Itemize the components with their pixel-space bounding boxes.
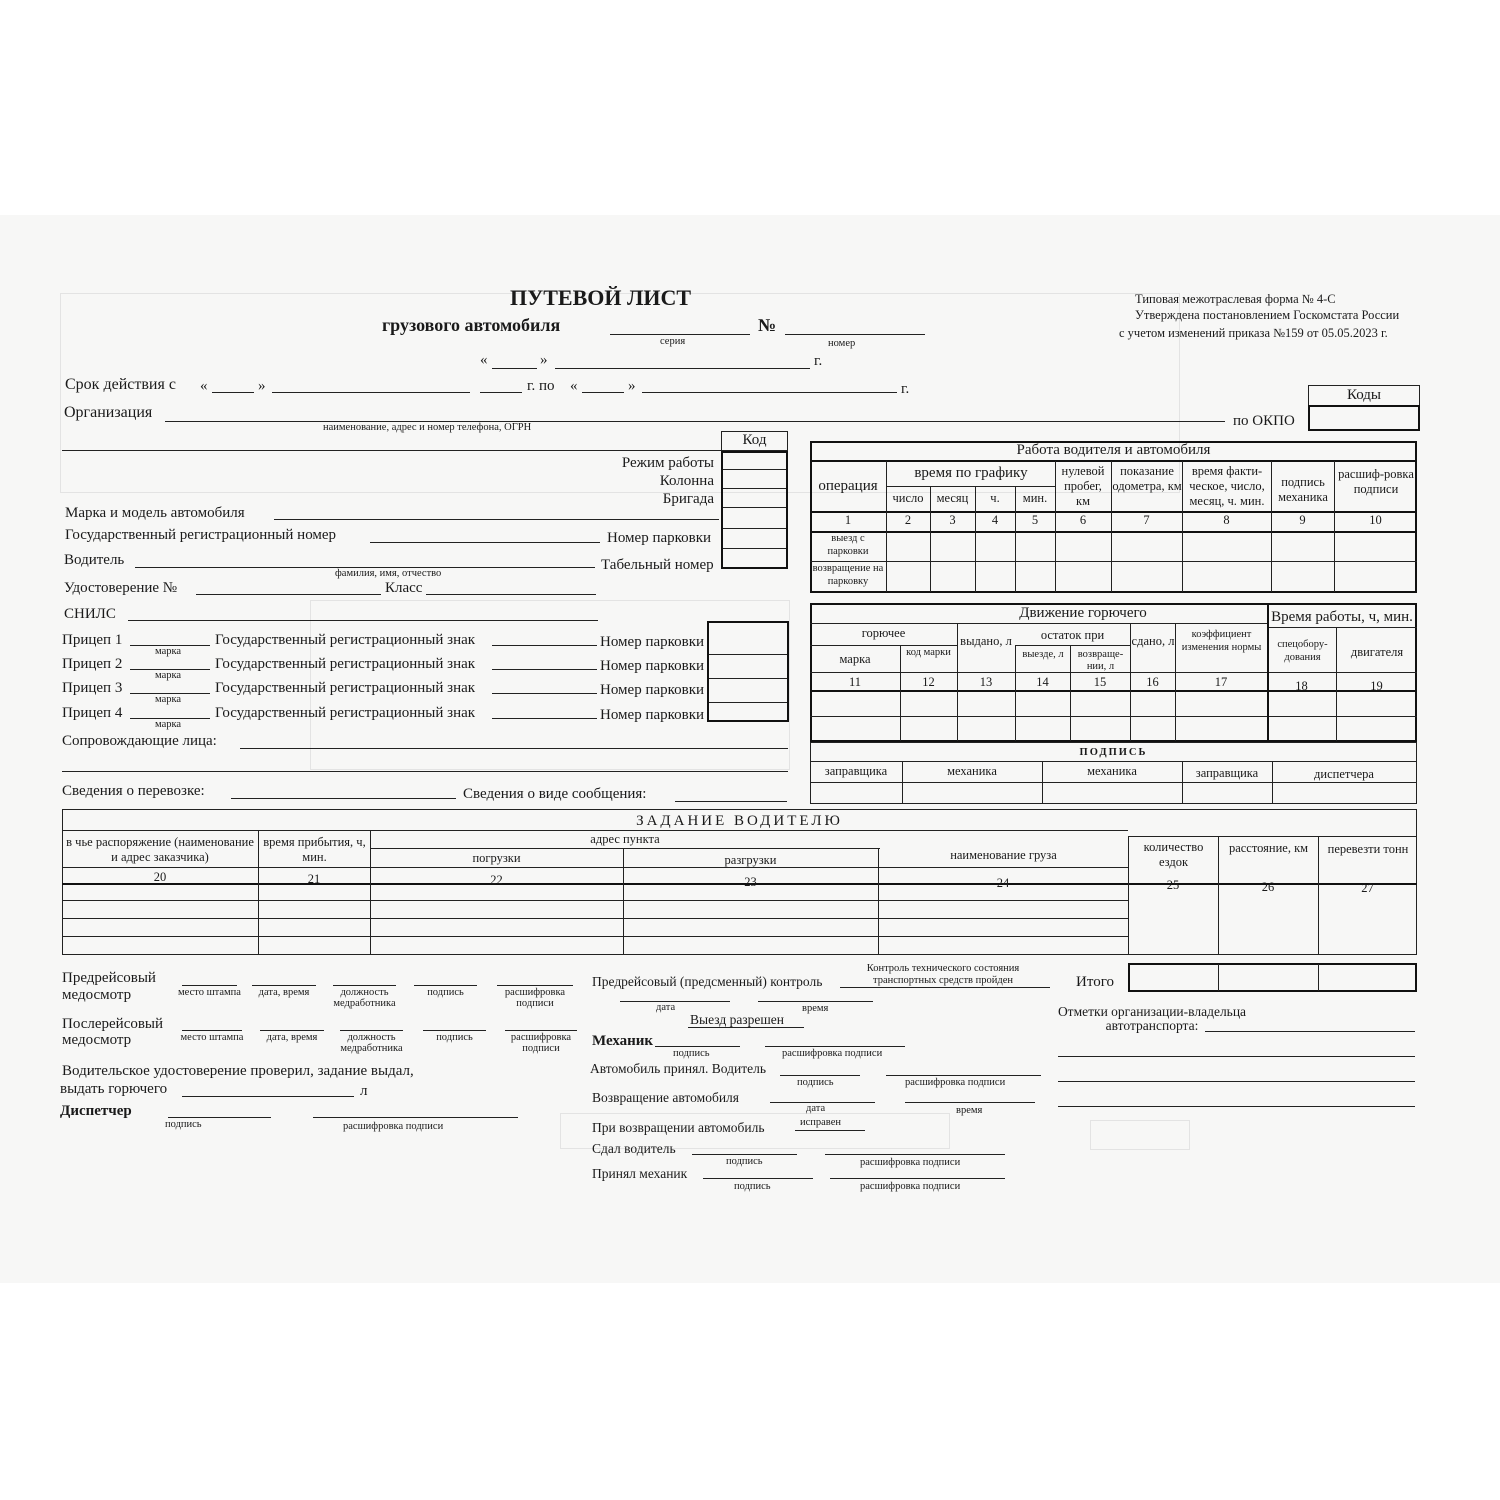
tech-control-caption: Контроль технического состояния транспортных средств пройден (866, 963, 1020, 986)
medcheck-caption: должность медработника (333, 987, 396, 1009)
grid-line (62, 936, 1128, 937)
grid-line (810, 460, 1417, 462)
minute-header: мин. (1022, 491, 1048, 505)
trailer-reg-field[interactable] (492, 718, 597, 719)
worktime-header: Время работы, ч, мин. (1271, 609, 1413, 625)
grid-line (810, 716, 1417, 717)
trailer-mark-caption: марка (155, 646, 182, 657)
class-field[interactable] (426, 594, 596, 595)
grid-line (810, 531, 1417, 533)
trailer-label: Прицеп 2 (62, 656, 123, 672)
schedule-header: время по графику (914, 465, 1028, 481)
work-col-number: 7 (1143, 513, 1150, 527)
medcheck-field[interactable] (182, 985, 237, 986)
quote-open: « (480, 352, 488, 368)
special-header: спецобору-дования (1277, 639, 1328, 663)
signature-title: ПОДПИСЬ (1079, 747, 1148, 758)
serviceable-field[interactable] (795, 1130, 865, 1131)
return-date-caption: дата (806, 1103, 826, 1114)
trailer-reg-field[interactable] (492, 669, 597, 670)
work-title: Работа водителя и автомобиля (1016, 442, 1211, 458)
series-caption: серия (660, 336, 686, 347)
grid-line (1218, 964, 1219, 991)
medcheck-caption: место штампа (180, 1032, 244, 1043)
trailer-label: Прицеп 4 (62, 705, 123, 721)
work-col-number: 4 (991, 513, 999, 527)
fuel-col-number: 15 (1093, 675, 1107, 689)
grid-line (62, 867, 1128, 868)
license-field[interactable] (196, 594, 381, 595)
fuel-code-header: код марки (906, 647, 951, 658)
code-row-line (723, 469, 786, 470)
medcheck-caption: подпись (436, 1032, 473, 1043)
trailer-mark-caption: марка (155, 719, 182, 730)
issued-header: выдано, л (960, 634, 1012, 648)
mechanic-sign-field[interactable] (655, 1046, 740, 1047)
autotransport-label: автотранспорта: (1105, 1018, 1199, 1033)
owner-marks-field[interactable] (1205, 1031, 1415, 1032)
driver-decode-caption: расшифровка подписи (905, 1077, 1006, 1088)
license-check-label: Водительское удостоверение проверил, задание выдал, (62, 1063, 414, 1079)
page-subtitle: грузового автомобиля (382, 315, 561, 335)
work-col-number: 10 (1369, 513, 1382, 527)
grid-line (370, 848, 880, 849)
zero-mileage-header: нулевой пробег, км (1061, 464, 1105, 508)
odometer-header: показание одометра, км (1112, 464, 1182, 493)
dispatcher-sign-field[interactable] (168, 1117, 271, 1118)
medcheck-field[interactable] (423, 1030, 486, 1031)
owner-marks-label: Отметки организации-владельца (1057, 1004, 1247, 1019)
grid-line (709, 654, 787, 655)
vehicle-model-field[interactable] (274, 519, 719, 520)
owner-marks-line[interactable] (1058, 1081, 1415, 1082)
number-caption: номер (828, 338, 856, 349)
medcheck-field[interactable] (497, 985, 573, 986)
trailer-reg-field[interactable] (492, 693, 597, 694)
day-header: число (892, 491, 924, 505)
transport-info-label: Сведения о перевозке: (62, 783, 205, 799)
grid-line (900, 645, 901, 741)
address-header: адрес пункта (590, 832, 660, 846)
driver-caption: фамилия, имя, отчество (335, 568, 442, 579)
task-col-number: 25 (1166, 878, 1180, 892)
trailer-reg-label: Государственный регистрационный знак (215, 680, 476, 696)
grid-line (886, 486, 1056, 487)
handed-driver-label: Сдал водитель (592, 1141, 676, 1156)
number-field[interactable] (785, 334, 925, 335)
medcheck-caption: подпись (427, 987, 464, 998)
grid-line (1268, 627, 1417, 628)
handed-decode-caption: расшифровка подписи (860, 1157, 961, 1168)
column-label: Колонна (659, 473, 714, 489)
fuel-col-number: 18 (1295, 679, 1308, 693)
fuel-issue-field[interactable] (182, 1096, 354, 1097)
tab-number-label: Табельный номер (601, 557, 714, 573)
message-info-label: Сведения о виде сообщения: (463, 786, 647, 802)
number-sign: № (758, 315, 777, 335)
mechanic-label: Механик (592, 1033, 654, 1049)
code-row-line (723, 507, 786, 508)
exit-allowed-line (688, 1027, 804, 1028)
trailer-parking-label: Номер парковки (600, 634, 705, 650)
dispatcher-sign-caption: подпись (165, 1119, 202, 1130)
loading-header: погрузки (472, 851, 521, 865)
task-col-number: 22 (490, 873, 503, 888)
total-box[interactable] (1128, 963, 1417, 992)
rest-exit-header: выезде, л (1022, 649, 1064, 660)
distance-header: расстояние, км (1228, 841, 1309, 855)
trailer-parking-label: Номер парковки (600, 658, 705, 674)
accepted-mech-sign-field[interactable] (703, 1178, 813, 1179)
form-line-1: Типовая межотраслевая форма № 4-С (1135, 292, 1336, 306)
medcheck-field[interactable] (252, 985, 316, 986)
fuel-title: Движение горючего (1019, 605, 1147, 621)
reg-number-field[interactable] (370, 542, 600, 543)
tons-header: перевезти тонн (1327, 842, 1409, 856)
series-field[interactable] (610, 334, 750, 335)
exit-allowed-label: Выезд разрешен (690, 1012, 784, 1027)
work-col-number: 1 (844, 513, 852, 527)
code-row-line (723, 528, 786, 529)
unloading-header: разгрузки (724, 853, 777, 867)
pre-trip-label: Предрейсовый (62, 970, 156, 986)
code-row-line (723, 488, 786, 489)
medcheck-caption: расшифровка подписи (504, 987, 566, 1009)
decode-header: расшиф-ровка подписи (1338, 467, 1414, 496)
pre-trip-medcheck-label: медосмотр (62, 987, 132, 1003)
validity-to-month[interactable] (642, 392, 897, 393)
trailer-reg-label: Государственный регистрационный знак (215, 632, 476, 648)
organization-label: Организация (64, 404, 153, 421)
quote-close: » (628, 378, 636, 394)
sign-dispatcher: диспетчера (1314, 767, 1374, 781)
grid-line (62, 900, 1128, 901)
trailer-parking-label: Номер парковки (600, 682, 705, 698)
accepted-mech-decode-field[interactable] (830, 1178, 1005, 1179)
sign-fueler: заправщика (824, 764, 888, 778)
grid-line (810, 623, 1267, 624)
license-label: Удостоверение № (64, 580, 178, 596)
trailer-label: Прицеп 1 (62, 632, 123, 648)
exit-row-label: выезд с парковки (827, 533, 869, 557)
hour-header: ч. (990, 491, 1000, 505)
validity-to-day[interactable] (582, 392, 624, 393)
rest-return-header: возвраще-нии, л (1077, 649, 1124, 672)
handed-decode-field[interactable] (825, 1154, 1005, 1155)
task-col-number: 23 (744, 874, 757, 889)
fuel-col-number: 11 (848, 675, 862, 689)
work-col-number: 5 (1031, 513, 1039, 527)
form-line-2: Утверждена постановлением Госкомстата России (1135, 308, 1400, 322)
owner-marks-line[interactable] (1058, 1056, 1415, 1057)
precontrol-time-caption: время (802, 1003, 829, 1014)
accepted-mech-sign-caption: подпись (734, 1181, 771, 1192)
medcheck-field[interactable] (333, 985, 396, 986)
serviceable-caption: исправен (800, 1117, 841, 1128)
trailer-label: Прицеп 3 (62, 680, 123, 696)
validity-from-year[interactable] (480, 392, 522, 393)
trailer-parking-label: Номер парковки (600, 707, 705, 723)
task-col-number: 21 (307, 871, 321, 886)
task-col-number: 24 (996, 876, 1010, 891)
liter-unit: л (360, 1083, 368, 1099)
sign-fueler: заправщика (1195, 766, 1259, 780)
quote-close: » (540, 352, 548, 368)
driver-sign-caption: подпись (797, 1077, 834, 1088)
medcheck-field[interactable] (340, 1030, 403, 1031)
grid-line (709, 702, 787, 703)
work-col-number: 2 (904, 513, 912, 527)
coef-header: коэффициент изменения нормы (1181, 629, 1262, 653)
validity-from-month[interactable] (272, 392, 470, 393)
month-header: месяц (936, 491, 969, 505)
return-label: Возвращение автомобиля (592, 1090, 739, 1105)
class-label: Класс (385, 580, 423, 596)
trailer-mark-caption: марка (155, 670, 182, 681)
fuel-col-number: 19 (1370, 679, 1383, 693)
snils-label: СНИЛС (64, 606, 116, 622)
fuel-col-number: 13 (979, 675, 993, 689)
return-row-label: возвращение на парковку (812, 563, 884, 587)
parking-number-label: Номер парковки (607, 530, 712, 546)
task-col-number: 20 (153, 870, 167, 884)
validity-from-day[interactable] (212, 392, 254, 393)
accepted-mechanic-label: Принял механик (592, 1166, 688, 1181)
dispatcher-decode-field[interactable] (313, 1117, 518, 1118)
fuel-col-number: 12 (922, 675, 935, 689)
fuel-col-number: 14 (1036, 675, 1049, 689)
customer-header: в чье распоряжение (наименование и адрес заказчика) (66, 835, 254, 864)
mechanic-sign-caption: подпись (673, 1048, 710, 1059)
grid-line (878, 848, 879, 954)
grid-line (1318, 964, 1319, 991)
work-mode-label: Режим работы (621, 455, 714, 471)
validity-label: Срок действия с (65, 376, 176, 393)
return-time-caption: время (956, 1105, 983, 1116)
form-line-3: с учетом изменений приказа №159 от 05.05.2023 г. (1119, 326, 1388, 340)
medcheck-caption: место штампа (178, 987, 241, 998)
total-label: Итого (1076, 974, 1114, 990)
post-trip-label: Послерейсовый (62, 1016, 164, 1032)
handed-sign-field[interactable] (692, 1154, 797, 1155)
reg-number-label: Государственный регистрационный номер (65, 527, 337, 543)
operation-header: операция (818, 478, 878, 494)
sign-mechanic: механика (947, 764, 997, 778)
task-col-number: 26 (1261, 879, 1275, 894)
dispatcher-decode-caption: расшифровка подписи (343, 1121, 444, 1132)
fuel-header: горючее (861, 626, 906, 640)
transport-info-field[interactable] (231, 798, 456, 799)
grid-line (62, 830, 1128, 831)
rest-header: остаток при (1040, 628, 1105, 642)
medcheck-field[interactable] (260, 1030, 324, 1031)
precontrol-date-caption: дата (656, 1002, 676, 1013)
handed-header: сдано, л (1131, 634, 1175, 648)
grid-line (62, 918, 1128, 919)
organization-caption: наименование, адрес и номер телефона, ОГРН (323, 422, 532, 433)
fuel-issue-label: выдать горючего (60, 1081, 168, 1097)
work-col-number: 6 (1079, 513, 1087, 527)
fuel-col-number: 17 (1214, 675, 1228, 689)
dispatcher-label: Диспетчер (60, 1103, 132, 1119)
page-title: ПУТЕВОЙ ЛИСТ (510, 285, 692, 310)
mechanic-sign-header: подпись механика (1278, 475, 1328, 504)
escort-label: Сопровождающие лица: (62, 733, 217, 749)
driver-label: Водитель (64, 552, 125, 568)
fuel-brand-header: марка (839, 652, 871, 666)
escort-field[interactable] (240, 748, 788, 749)
actual-time-header: время факти-ческое, число, месяц, ч. мин. (1189, 464, 1265, 508)
tech-control-field[interactable] (840, 987, 1050, 988)
task-col-number: 27 (1361, 881, 1374, 896)
organization-line-2[interactable] (62, 450, 722, 451)
snils-field[interactable] (128, 620, 598, 621)
code-title: Код (742, 432, 767, 448)
cargo-header: наименование груза (950, 848, 1057, 862)
arrival-header: время прибытия, ч, мин. (263, 835, 366, 864)
fuel-col-number: 16 (1146, 675, 1159, 689)
medcheck-field[interactable] (505, 1030, 577, 1031)
okpo-label: по ОКПО (1233, 413, 1295, 429)
driver-decode-field[interactable] (886, 1075, 1041, 1076)
medcheck-caption: расшифровка подписи (510, 1032, 572, 1054)
codes-title: Коды (1346, 387, 1382, 403)
date-month-field[interactable] (555, 368, 810, 369)
medcheck-field[interactable] (182, 1030, 242, 1031)
work-col-number: 8 (1223, 513, 1230, 527)
mechanic-decode-caption: расшифровка подписи (782, 1048, 883, 1059)
task-title: ЗАДАНИЕ ВОДИТЕЛЮ (636, 813, 843, 829)
year-mark: г. (901, 381, 910, 397)
message-info-field[interactable] (675, 801, 787, 802)
grid-line (810, 645, 957, 646)
medcheck-caption: должность медработника (340, 1032, 403, 1054)
medcheck-caption: дата, время (258, 987, 310, 998)
brigade-label: Бригада (662, 491, 714, 507)
owner-marks-line[interactable] (1058, 1106, 1415, 1107)
quote-close: » (258, 378, 266, 394)
escort-line-2[interactable] (62, 771, 788, 772)
okpo-code-cell[interactable] (1308, 405, 1420, 431)
medcheck-caption: дата, время (266, 1032, 318, 1043)
return-time-field[interactable] (905, 1102, 1035, 1103)
date-day-field[interactable] (492, 368, 537, 369)
grid-line (1128, 836, 1417, 837)
validity-to-label: г. по (527, 378, 555, 394)
medcheck-field[interactable] (414, 985, 477, 986)
accepted-driver-label: Автомобиль принял. Водитель (590, 1061, 767, 1076)
grid-line (1267, 604, 1269, 741)
grid-line (1015, 645, 1130, 646)
quote-open: « (200, 378, 208, 394)
mechanic-decode-field[interactable] (765, 1046, 905, 1047)
trailer-reg-field[interactable] (492, 645, 597, 646)
trailer-reg-label: Государственный регистрационный знак (215, 656, 476, 672)
trailer-reg-label: Государственный регистрационный знак (215, 705, 476, 721)
grid-line (709, 678, 787, 679)
quote-open: « (570, 378, 578, 394)
driver-sign-field[interactable] (780, 1075, 860, 1076)
work-col-number: 9 (1299, 513, 1306, 527)
grid-line (370, 830, 371, 954)
trailer-parking-box[interactable] (707, 621, 789, 722)
accepted-mech-decode-caption: расшифровка подписи (860, 1181, 961, 1192)
vehicle-model-label: Марка и модель автомобиля (65, 505, 245, 521)
post-trip-medcheck-label: медосмотр (62, 1032, 132, 1048)
engine-header: двигателя (1350, 645, 1404, 659)
precontrol-time-field[interactable] (758, 1001, 873, 1002)
sign-mechanic: механика (1087, 764, 1137, 778)
show-through-frame (1090, 1120, 1190, 1150)
handed-sign-caption: подпись (726, 1156, 763, 1167)
code-row-line (723, 548, 786, 549)
trailer-mark-caption: марка (155, 694, 182, 705)
precontrol-label: Предрейсовый (предсменный) контроль (592, 974, 823, 989)
trips-header: количество ездок (1143, 840, 1204, 869)
on-return-label: При возвращении автомобиль (592, 1120, 765, 1135)
grid-line (810, 561, 1417, 562)
year-mark: г. (814, 353, 823, 369)
work-col-number: 3 (949, 513, 956, 527)
